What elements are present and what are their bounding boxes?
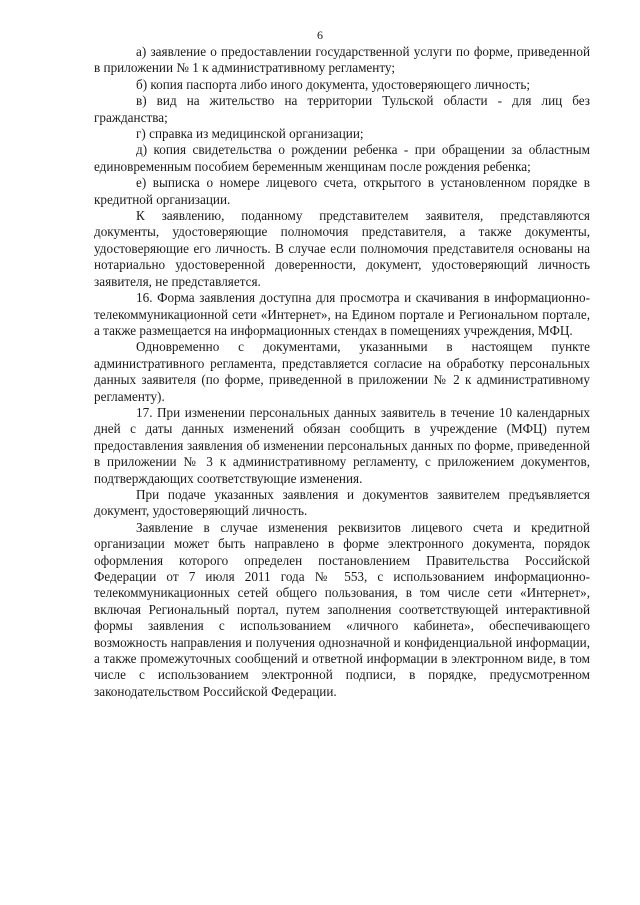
consent-paragraph: Одновременно с документами, указанными в настоящем пункте административного регламента, представляется согласие на обработку персональных данных заявителя (по форме, приведенной в приложении № 2 к административному регламенту).: [94, 339, 590, 404]
electronic-application-paragraph: Заявление в случае изменения реквизитов лицевого счета и кредитной организации может быть направлено в форме электронного документа, порядок оформления которого определен постановлением Правительства Российской Федерации от 7 июля 2011 года № 553, с использованием информационно-телекоммуникационных сетей общего пользования, в том числе сети «Интернет», включая Региональный портал, путем заполнения соответствующей интерактивной формы заявления с использованием «личного кабинета», обеспечивающего возможность направления и получения однозначной и конфиденциальной информации, а также промежуточных сообщений и ответной информации в электронном виде, в том числе с использованием электронной подписи, в порядке, предусмотренном законодательством Российской Федерации.: [94, 519, 590, 699]
identity-document-paragraph: При подаче указанных заявления и документов заявителем предъявляется документ, удостоверяющий личность.: [94, 486, 590, 519]
list-item-e: е) выписка о номере лицевого счета, открытого в установленном порядке в кредитной организации.: [94, 175, 590, 207]
list-item-b: б) копия паспорта либо иного документа, удостоверяющего личность;: [136, 76, 531, 92]
list-item-d: д) копия свидетельства о рождении ребенка - при обращении за областным единовременным пособием беременным женщинам после рождения ребенка;: [94, 142, 590, 174]
representative-paragraph: К заявлению, поданному представителем заявителя, представляются документы, удостоверяющие полномочия представителя, а также документы, удостоверяющие его личность. В случае если полномочия представителя основаны на нотариально удостоверенной доверенности, документ, удостоверяющий личность заявителя, не представляется.: [94, 208, 590, 289]
document-body: [94, 44, 590, 700]
list-item-v: в) вид на жительство на территории Тульской области - для лиц без гражданства;: [94, 93, 590, 125]
list-item-a: а) заявление о предоставлении государственной услуги по форме, приведенной в приложении № 1 к административному регламенту;: [94, 44, 590, 76]
page-number: 6: [317, 28, 323, 42]
clause-16-paragraph: 16. Форма заявления доступна для просмотра и скачивания в информационно-телекоммуникационной сети «Интернет», на Едином портале и Региональном портале, а также размещается на информационных стендах в помещениях учреждения, МФЦ.: [94, 290, 590, 338]
clause-17-paragraph: 17. При изменении персональных данных заявитель в течение 10 календарных дней с даты данных изменений обязан сообщить в учреждение (МФЦ) путем предоставления заявления об изменении персональных данных по форме, приведенной в приложении № 3 к административному регламенту, с приложением документов, подтверждающих соответствующие изменения.: [94, 404, 590, 486]
list-item-g: г) справка из медицинской организации;: [136, 126, 364, 142]
